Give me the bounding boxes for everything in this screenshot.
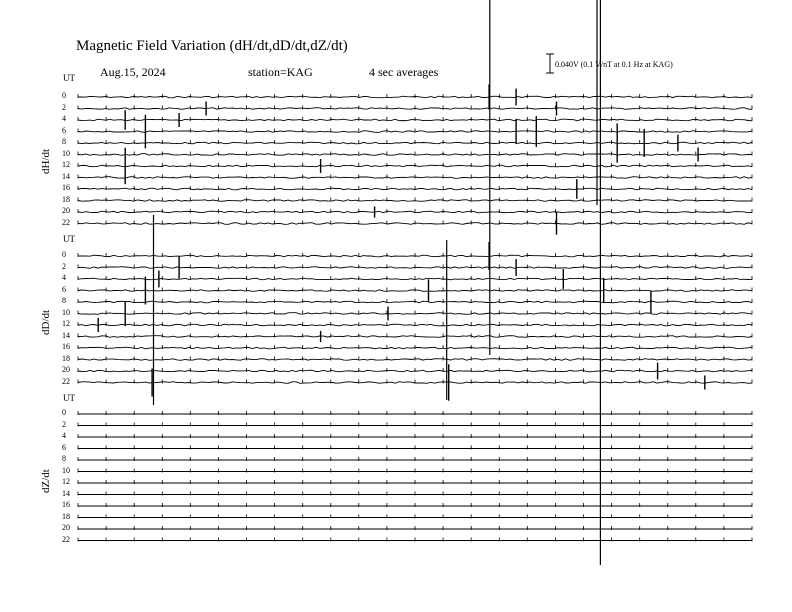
- ut-label-dh: UT: [63, 73, 75, 83]
- hour-tick-label: 18: [62, 511, 70, 521]
- hour-tick-label: 16: [62, 500, 70, 509]
- hour-tick-label: 22: [62, 534, 70, 544]
- chart-title: Magnetic Field Variation (dH/dt,dD/dt,dZ/dt): [76, 38, 348, 54]
- hour-tick-label: 8: [62, 296, 66, 305]
- scale-label: 0.040V (0.1 V/nT at 0.1 Hz at KAG): [555, 60, 673, 69]
- hour-tick-label: 0: [62, 250, 66, 259]
- hour-tick-label: 20: [62, 523, 70, 532]
- panel-label-dd: dD/dt: [40, 309, 52, 335]
- hour-tick-label: 12: [62, 477, 70, 486]
- trace-group: [78, 0, 752, 565]
- hour-tick-label: 6: [62, 125, 66, 135]
- ut-label-dd: UT: [63, 234, 75, 244]
- hour-tick-label: 2: [62, 419, 66, 429]
- hour-tick-label: 12: [62, 319, 70, 328]
- hour-tick-label: 16: [62, 183, 70, 192]
- hour-tick-label: 2: [62, 102, 66, 112]
- hour-tick-label: 6: [62, 284, 66, 294]
- hour-tick-label: 22: [62, 376, 70, 386]
- date-label: Aug.15, 2024: [100, 65, 166, 79]
- hour-tick-label: 0: [62, 91, 66, 100]
- hour-tick-label: 2: [62, 261, 66, 271]
- hour-tick-label: 8: [62, 454, 66, 463]
- hour-tick-label: 10: [62, 148, 70, 158]
- hour-tick-label: 18: [62, 194, 70, 204]
- hour-tick-label: 10: [62, 307, 70, 317]
- hour-tick-label: 14: [62, 171, 70, 181]
- scale-bar: [546, 54, 554, 73]
- hour-tick-label: 4: [62, 114, 66, 123]
- hour-tick-label: 12: [62, 160, 70, 169]
- hour-tick-label: 20: [62, 365, 70, 374]
- hour-tick-label: 14: [62, 488, 70, 498]
- panel-label-dz: dZ/dt: [40, 469, 52, 493]
- hour-tick-label: 14: [62, 330, 70, 340]
- hour-tick-label: 22: [62, 217, 70, 227]
- hour-tick-label: 8: [62, 137, 66, 146]
- station-label: station=KAG: [248, 65, 313, 79]
- hour-tick-label: 16: [62, 342, 70, 351]
- hour-tick-label: 4: [62, 431, 66, 440]
- hour-tick-label: 10: [62, 465, 70, 475]
- hour-tick-label: 0: [62, 408, 66, 417]
- hour-tick-label: 18: [62, 353, 70, 363]
- hour-tick-label: 4: [62, 273, 66, 282]
- panel-label-dh: dH/dt: [40, 148, 52, 174]
- averaging-label: 4 sec averages: [369, 65, 439, 79]
- ut-label-dz: UT: [63, 393, 75, 403]
- hour-tick-label: 20: [62, 206, 70, 215]
- hour-tick-label: 6: [62, 442, 66, 452]
